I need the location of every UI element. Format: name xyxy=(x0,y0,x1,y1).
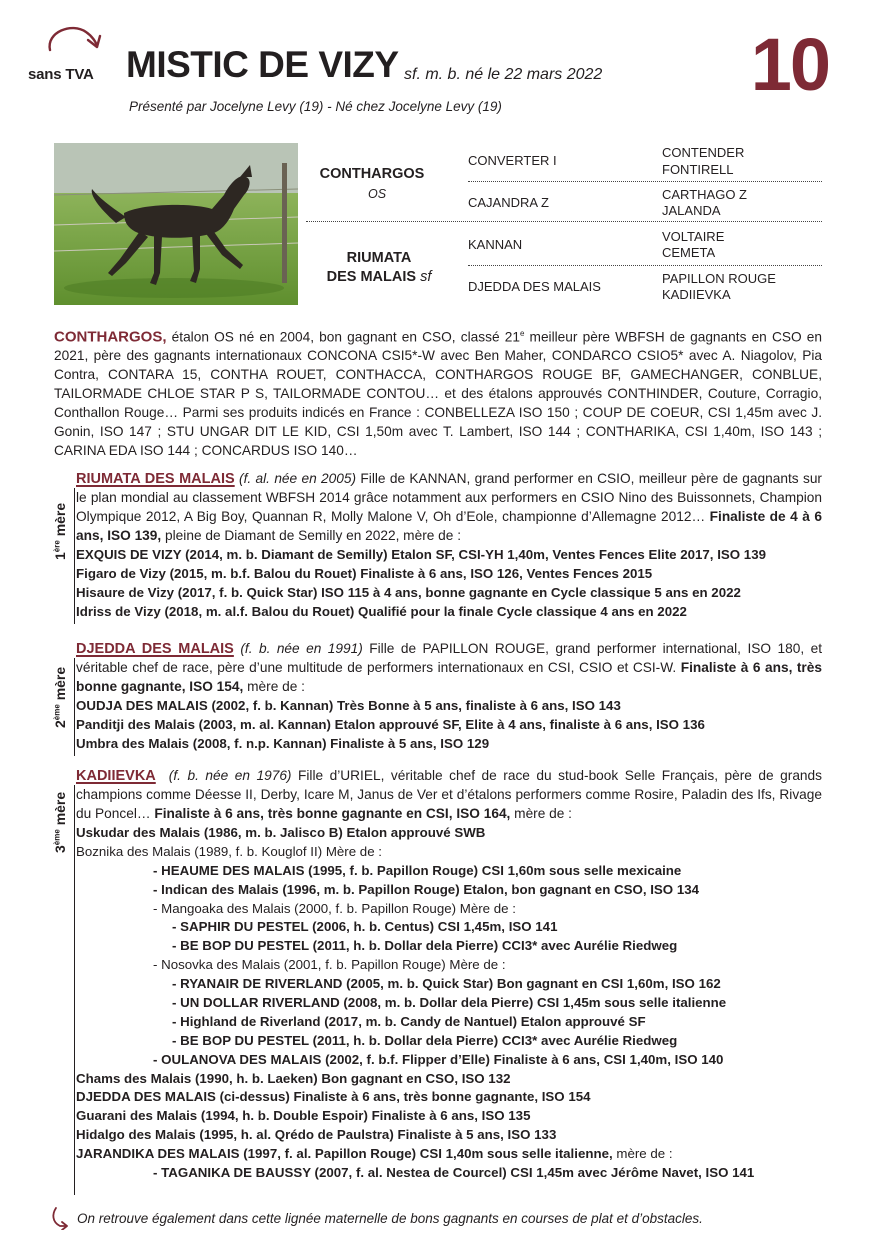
descendant-text: - UN DOLLAR RIVERLAND (2008, m. b. Dollar dela Pierre) CSI 1,45m sous selle italienne xyxy=(172,995,727,1011)
horse-photo xyxy=(54,143,298,305)
pedigree-dam-studbook: sf xyxy=(420,269,432,285)
pedigree-dam-line1: RIUMATA xyxy=(346,250,412,266)
pedigree-great-grandparent: CEMETA xyxy=(662,245,716,260)
second-dam-offspring xyxy=(76,697,826,754)
descendant-line xyxy=(76,994,826,1013)
second-dam-text: DJEDDA DES MALAIS (f. b. née en 1991) Fille de PAPILLON ROUGE, grand performer international, ISO 180, et véritable chef de race, père d’une multitude de performers internationaux en CSI, CSIO et CSI-W. Finaliste à 6 ans, très bonne gagnante, ISO 154, mère de : xyxy=(76,641,822,694)
third-dam-offspring xyxy=(76,824,826,1183)
pedigree-grandparent: CAJANDRA Z xyxy=(468,195,549,210)
pedigree-dam-line2: DES MALAIS xyxy=(326,269,417,285)
descendant-text: - TAGANIKA DE BAUSSY (2007, f. al. Nestea de Courcel) CSI 1,45m avec Jérôme Navet, ISO 141 xyxy=(153,1165,755,1181)
generation-label: 3ème mère xyxy=(52,791,68,853)
descendant-line xyxy=(76,1088,826,1107)
footer-note: On retrouve également dans cette lignée maternelle de bons gagnants en courses de plat et d’obstacles. xyxy=(77,1211,703,1226)
pedigree-dam xyxy=(306,249,452,287)
descendant-line xyxy=(76,975,826,994)
descendant-text: - Nosovka des Malais (2001, f. b. Papillon Rouge) Mère de : xyxy=(153,957,506,973)
descendant-text: JARANDIKA DES MALAIS (1997, f. al. Papillon Rouge) CSI 1,40m sous selle italienne, xyxy=(76,1146,613,1162)
descendant-line xyxy=(76,843,826,862)
pedigree-great-grandparent: CONTENDER xyxy=(662,145,745,160)
pedigree-sire-studbook: OS xyxy=(367,187,387,201)
descendant-text: - BE BOP DU PESTEL (2011, h. b. Dollar dela Pierre) CCI3* avec Aurélie Riedweg xyxy=(172,938,678,954)
first-dam-text: RIUMATA DES MALAIS (f. al. née en 2005) Fille de KANNAN, grand performer en CSIO, meilleur père de gagnants sur le plan mondial au classement WBFSH 2014 grâce notamment aux performers en CSIO Nino des Buissonnets, Champion Olympique 2012, A Big Boy, Quannan R, Molly Malone V, Oh d’Eole, championne d’Allemagne 2012… Finaliste de 4 à 6 ans, ISO 139, pleine de Diamant de Semilly en 2022, mère de : xyxy=(76,471,823,543)
offspring-line: EXQUIS DE VIZY (2014, m. b. Diamant de Semilly) Etalon SF, CSI-YH 1,40m, Ventes Fences Elite 2017, ISO 139 xyxy=(76,547,766,562)
descendant-text: Guarani des Malais (1994, h. b. Double Espoir) Finaliste à 6 ans, ISO 135 xyxy=(76,1108,531,1124)
sire-description: CONTHARGOS, étalon OS né en 2004, bon gagnant en CSO, classé 21e meilleur père WBFSH de gagnants en CSO en 2021, père des gagnants internationaux CONCONA CSI5*-W avec Ben Maher, CONDARCO CSIO5* avec A. Niagolov, Pia Contra, CONTARA 15, CONTHA ROUET, CONTHACCA, CONTHARGOS ROUGE BF, GAMECHANGER, CONBLUE, TAILORMADE CHLOE STAR P S, TAILORMADE CONTOU… et des étalons approuvés CONTHINDER, Couture, Corragio, Conthallon Rouge… Parmi ses produits indicés en France : CONBELLEZA ISO 150 ; COUP DE COEUR, CSI 1,45m avec J. Gonin, ISO 147 ; STU UNGAR DIT LE KID, CSI 1,50m avec T. Lambert, ISO 144 ; CONTHARIKA, CSI 1,40m, ISO 143 ; CARINA EDA ISO 144 ; CONCARDUS ISO 140… xyxy=(54,328,822,458)
descendant-text: Hidalgo des Malais (1995, h. al. Qrédo de Paulstra) Finaliste à 5 ans, ISO 133 xyxy=(76,1127,557,1143)
pedigree-grandparent: CONVERTER I xyxy=(468,153,557,168)
pedigree-divider xyxy=(468,181,822,182)
sire-heading: CONTHARGOS, xyxy=(54,328,167,346)
pedigree-grandparent: DJEDDA DES MALAIS xyxy=(468,279,601,294)
offspring-line: Panditji des Malais (2003, m. al. Kannan) Etalon approuvé SF, Elite à 4 ans, finaliste à 6 ans, ISO 136 xyxy=(76,716,705,732)
horse-details: sf. m. b. né le 22 mars 2022 xyxy=(404,66,603,83)
descendant-line xyxy=(76,1070,826,1089)
pedigree-great-grandparent: JALANDA xyxy=(662,203,721,218)
descendant-line xyxy=(76,1051,826,1070)
descendant-tail: mère de : xyxy=(612,1146,673,1162)
pedigree-great-grandparent: KADIIEVKA xyxy=(662,287,731,302)
descendant-line xyxy=(76,881,826,900)
presenter-line: Présenté par Jocelyne Levy (19) - Né chez Jocelyne Levy (19) xyxy=(129,99,502,114)
descendant-line xyxy=(76,937,826,956)
descendant-line xyxy=(76,1126,826,1145)
horse-name: MISTIC DE VIZY xyxy=(126,44,399,85)
offspring-line: OUDJA DES MALAIS (2002, f. b. Kannan) Très Bonne à 5 ans, finaliste à 6 ans, ISO 143 xyxy=(76,698,621,713)
descendant-text: - OULANOVA DES MALAIS (2002, f. b.f. Flipper d’Elle) Finaliste à 6 ans, CSI 1,40m, ISO 140 xyxy=(153,1051,724,1067)
descendant-line xyxy=(76,1107,826,1126)
first-dam-heading: RIUMATA DES MALAIS xyxy=(76,471,235,487)
pedigree-grandparent: KANNAN xyxy=(468,237,523,252)
descendant-line xyxy=(76,1013,826,1032)
descendant-text: - Highland de Riverland (2017, m. b. Candy de Nantuel) Etalon approuvé SF xyxy=(172,1013,646,1029)
descendant-text: - HEAUME DES MALAIS (1995, f. b. Papillon Rouge) CSI 1,60m sous selle mexicaine xyxy=(153,862,682,878)
pedigree-great-grandparent: VOLTAIRE xyxy=(662,229,725,244)
pedigree-divider xyxy=(468,265,822,266)
descendant-line xyxy=(76,1032,826,1051)
section-rule xyxy=(74,785,75,1195)
lot-number: 10 xyxy=(750,23,829,106)
second-dam-heading: DJEDDA DES MALAIS xyxy=(76,641,234,657)
offspring-line: Idriss de Vizy (2018, m. al.f. Balou du Rouet) Qualifié pour la finale Cycle classique 4 ans en 2022 xyxy=(76,603,687,619)
descendant-line xyxy=(76,862,826,881)
descendant-text: - SAPHIR DU PESTEL (2006, h. b. Centus) CSI 1,45m, ISO 141 xyxy=(172,919,558,935)
offspring-line: Figaro de Vizy (2015, m. b.f. Balou du Rouet) Finaliste à 6 ans, ISO 126, Ventes Fences 2015 xyxy=(76,565,653,581)
descendant-text: - RYANAIR DE RIVERLAND (2005, m. b. Quick Star) Bon gagnant en CSI 1,60m, ISO 162 xyxy=(172,976,721,992)
descendant-text: Boznika des Malais (1989, f. b. Kouglof II) Mère de : xyxy=(76,843,382,859)
descendant-text: Uskudar des Malais (1986, m. b. Jalisco B) Etalon approuvé SWB xyxy=(76,825,486,840)
offspring-line: Hisaure de Vizy (2017, f. b. Quick Star) ISO 115 à 4 ans, bonne gagnante en Cycle classique 5 ans en 2022 xyxy=(76,584,741,600)
descendant-text: Chams des Malais (1990, h. b. Laeken) Bon gagnant en CSO, ISO 132 xyxy=(76,1070,511,1086)
third-dam-heading: KADIIEVKA xyxy=(76,768,156,784)
descendant-line xyxy=(76,824,826,843)
pedigree-divider xyxy=(306,221,822,222)
vat-note: sans TVA xyxy=(28,66,94,83)
first-dam-offspring xyxy=(76,546,826,622)
descendant-line xyxy=(76,956,826,975)
section-rule xyxy=(74,658,75,756)
descendant-line xyxy=(76,918,826,937)
descendant-line xyxy=(76,900,826,919)
descendant-text: - BE BOP DU PESTEL (2011, h. b. Dollar dela Pierre) CCI3* avec Aurélie Riedweg xyxy=(172,1032,678,1048)
descendant-text: DJEDDA DES MALAIS (ci-dessus) Finaliste à 6 ans, très bonne gagnante, ISO 154 xyxy=(76,1089,591,1105)
pedigree-great-grandparent: PAPILLON ROUGE xyxy=(662,271,776,286)
pedigree-great-grandparent: CARTHAGO Z xyxy=(662,187,747,202)
descendant-line xyxy=(76,1164,826,1183)
offspring-line: Umbra des Malais (2008, f. n.p. Kannan) Finaliste à 5 ans, ISO 129 xyxy=(76,735,490,751)
descendant-text: - Indican des Malais (1996, m. b. Papillon Rouge) Etalon, bon gagnant en CSO, ISO 134 xyxy=(153,881,700,897)
curved-arrow-icon xyxy=(42,20,102,64)
pedigree-sire: CONTHARGOS xyxy=(319,166,425,182)
descendant-line xyxy=(76,1145,826,1164)
section-rule xyxy=(74,488,75,624)
descendant-text: - Mangoaka des Malais (2000, f. b. Papillon Rouge) Mère de : xyxy=(153,900,516,916)
pedigree-great-grandparent: FONTIRELL xyxy=(662,162,734,177)
curved-arrow-icon xyxy=(50,1206,72,1230)
generation-label: 2ème mère xyxy=(52,666,68,728)
generation-label: 1ère mère xyxy=(52,502,68,560)
third-dam-text: KADIIEVKA (f. b. née en 1976) Fille d’URIEL, véritable chef de race du stud-book Selle Français, père de grands champions comme Déesse II, Derby, Icare M, Janus de Ver et d’étalons performers comme Rosire, Paladin des Ifs, Rivage du Poncel… Finaliste à 6 ans, très bonne gagnante en CSI, ISO 164, mère de : xyxy=(76,768,823,821)
